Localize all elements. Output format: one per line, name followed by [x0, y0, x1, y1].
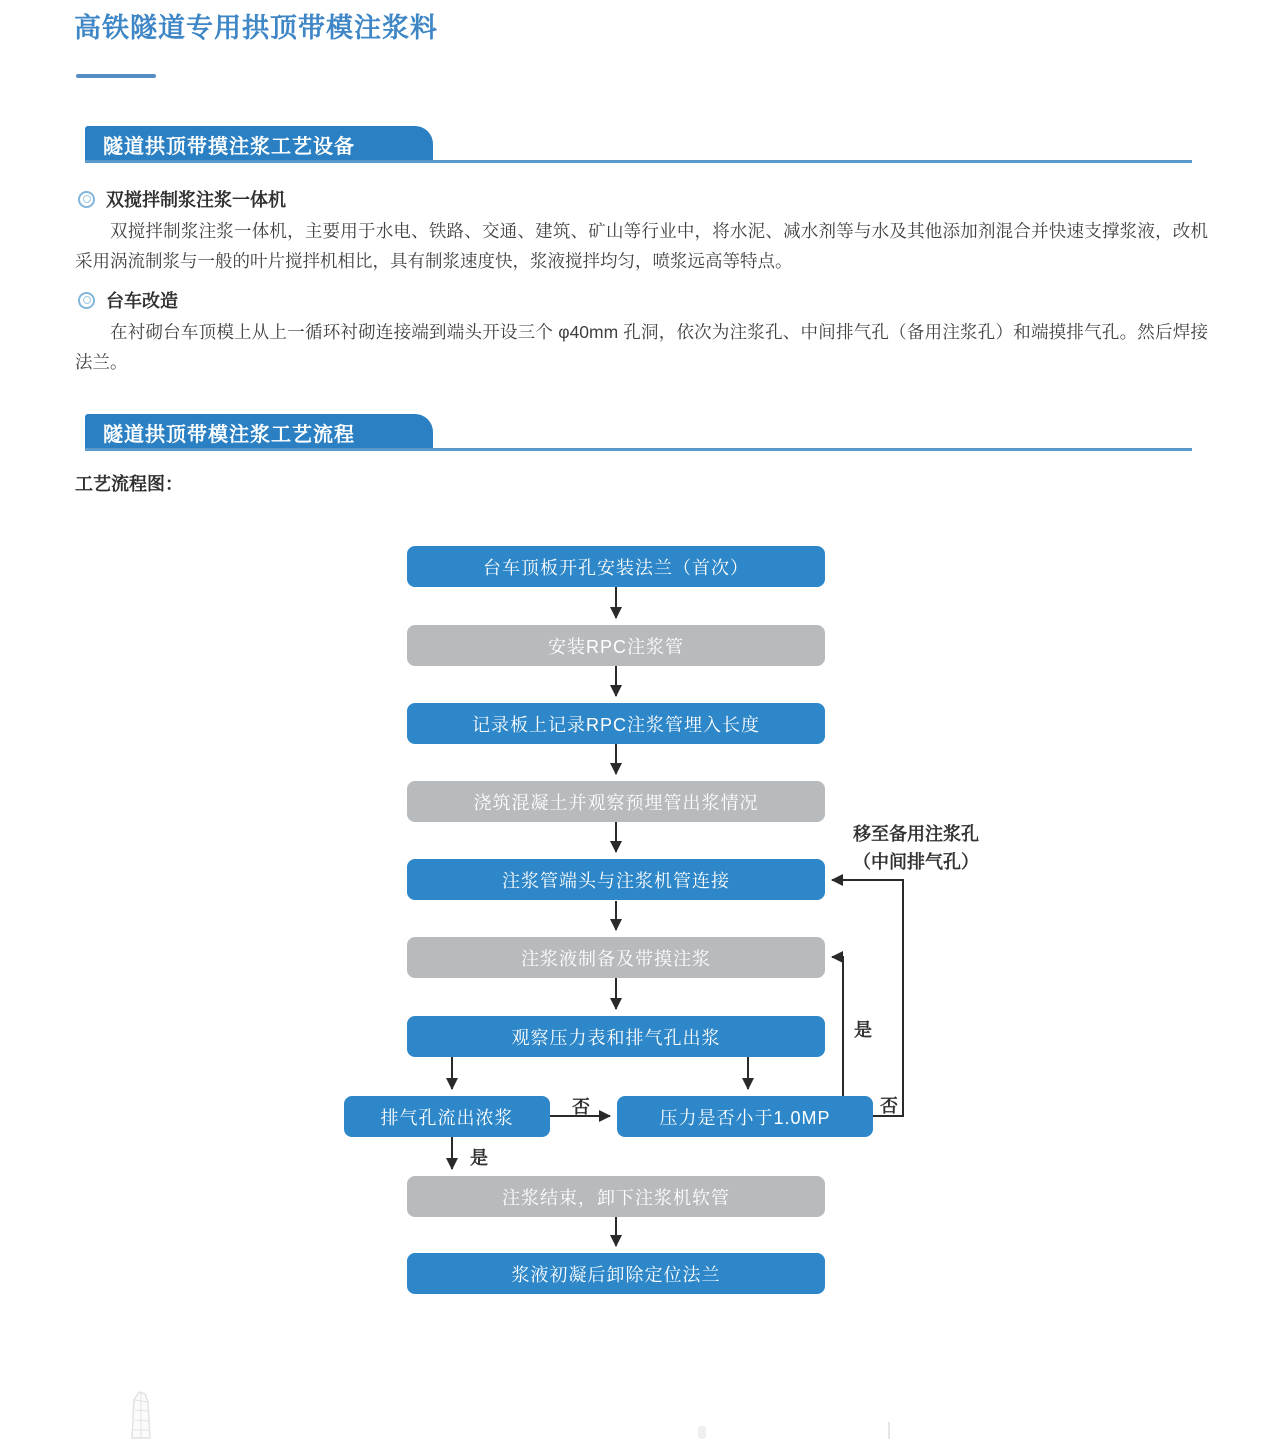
edge-label-yes-down: 是 [470, 1148, 488, 1168]
flow-node-pressure-check: 压力是否小于1.0MP [617, 1096, 873, 1137]
feedback-note-line1: 移至备用注浆孔 [853, 824, 979, 844]
flow-node-record-embed-length: 记录板上记录RPC注浆管埋入长度 [407, 703, 825, 744]
feedback-note-line2: （中间排气孔） [853, 852, 979, 872]
double-circle-bullet-icon [78, 292, 95, 309]
banner-underline-equipment [85, 160, 1192, 163]
edge-label-yes-feedback: 是 [854, 1020, 872, 1040]
flow-node-connect-machine-pipe: 注浆管端头与注浆机管连接 [407, 859, 825, 900]
banner-process-label: 隧道拱顶带模注浆工艺流程 [103, 424, 355, 446]
page-title: 高铁隧道专用拱顶带模注浆料 [74, 13, 438, 43]
flow-node-vent-thick-grout: 排气孔流出浓浆 [344, 1096, 550, 1137]
bullet-item-mixer [78, 186, 286, 212]
watermark-line [888, 1422, 890, 1439]
double-circle-bullet-icon [78, 191, 95, 208]
flow-node-install-rpc-pipe: 安装RPC注浆管 [407, 625, 825, 666]
watermark-smudge [698, 1426, 706, 1439]
banner-equipment-label: 隧道拱顶带摸注浆工艺设备 [103, 136, 355, 158]
edge-label-no-horizontal: 否 [572, 1097, 590, 1117]
title-underline [76, 74, 156, 78]
edge-label-no-feedback: 否 [880, 1096, 898, 1116]
flow-node-remove-flange: 浆液初凝后卸除定位法兰 [407, 1253, 825, 1294]
watermark-tower-sketch [108, 1386, 208, 1439]
flow-node-pour-concrete: 浇筑混凝土并观察预埋管出浆情况 [407, 781, 825, 822]
figure-label: 工艺流程图： [75, 474, 183, 494]
item-heading-trolley: 台车改造 [106, 291, 178, 311]
flow-node-drill-install-flange: 台车顶板开孔安装法兰（首次） [407, 546, 825, 587]
item-heading-mixer: 双搅拌制浆注浆一体机 [106, 190, 286, 210]
bullet-item-trolley [78, 287, 178, 313]
section-banner-equipment [85, 126, 433, 163]
banner-underline-process [85, 448, 1192, 451]
flow-node-finish-remove-hose: 注浆结束，卸下注浆机软管 [407, 1176, 825, 1217]
section-banner-process [85, 414, 433, 451]
flow-node-observe-pressure: 观察压力表和排气孔出浆 [407, 1016, 825, 1057]
flow-node-prepare-grout: 注浆液制备及带摸注浆 [407, 937, 825, 978]
item-body-trolley: 在衬砌台车顶模上从上一循环衬砌连接端到端头开设三个 φ40mm 孔洞，依次为注浆孔、中间排气孔（备用注浆孔）和端摸排气孔。然后焊接法兰。 [75, 322, 1208, 372]
item-body-mixer: 双搅拌制浆注浆一体机，主要用于水电、铁路、交通、建筑、矿山等行业中，将水泥、减水剂等与水及其他添加剂混合并快速支撑浆液，改机采用涡流制浆与一般的叶片搅拌机相比，具有制浆速度快，浆液搅拌均匀，喷浆远高等特点。 [75, 221, 1208, 271]
